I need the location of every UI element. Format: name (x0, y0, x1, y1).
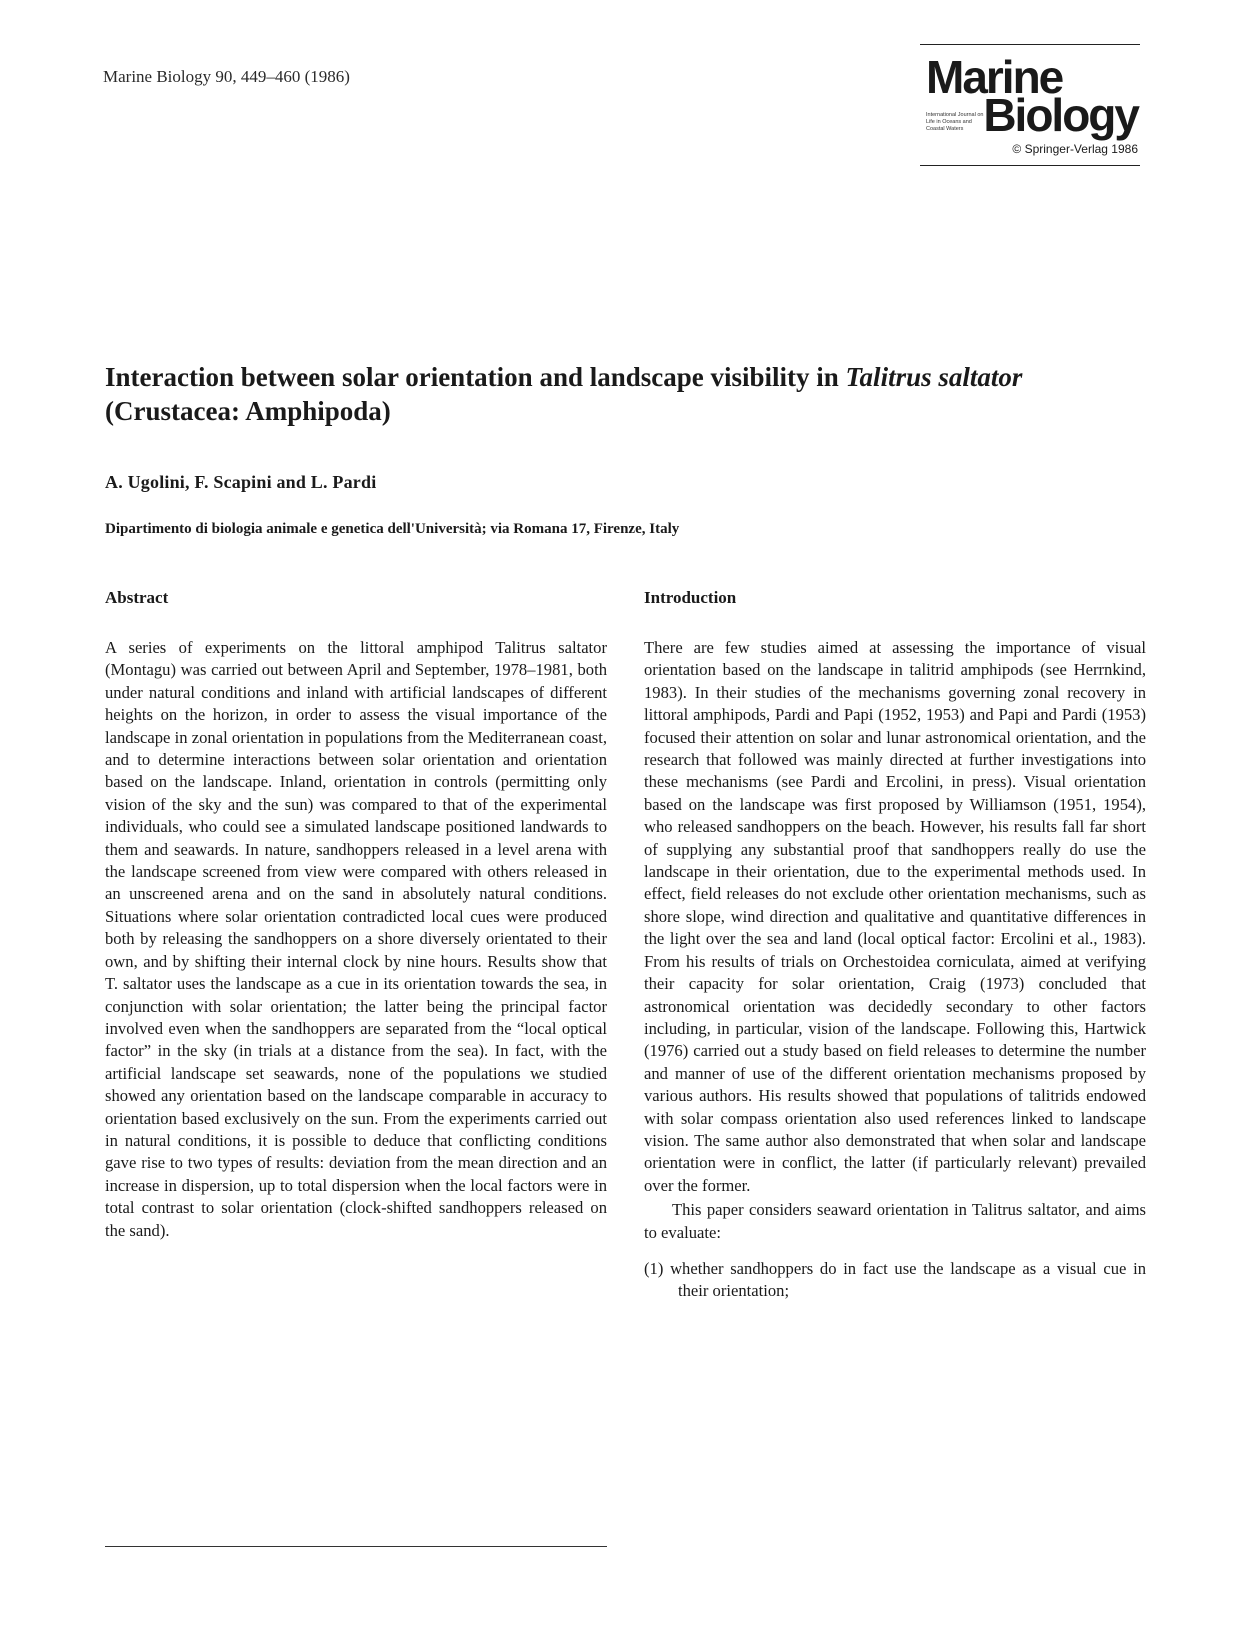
article-authors: A. Ugolini, F. Scapini and L. Pardi (105, 472, 377, 492)
title-suffix: (Crustacea: Amphipoda) (105, 396, 391, 426)
introduction-heading: Introduction (644, 588, 737, 607)
introduction-paragraph-2: This paper considers seaward orientation in Talitrus saltator, and aims to evaluate: (644, 1200, 1146, 1242)
title-species: Talitrus saltator (845, 362, 1023, 392)
introduction-paragraph-1: There are few studies aimed at assessing the importance of visual orientation based on the landscape in talitrid amphipods (see Herrnkind, 1983). In their studies of the mechanisms governing zonal recovery in littoral amphipods, Pardi and Papi (1952, 1953) and Papi and Pardi (1953) focused their attention on solar and lunar astronomical orientation, and the research that followed was mainly directed at further investigations into these mechanisms (see Pardi and Ercolini, in press). Visual orientation based on the landscape was first proposed by Williamson (1951, 1954), who released sandhoppers on the beach. However, his results fall far short of supplying any substantial proof that sandhoppers really do use the landscape in their orientation, due to the experimental methods used. In effect, field releases do not exclude other orientation mechanisms, such as shore slope, wind direction and qualitative and quantitative differences in the light over the sea and land (local optical factor: Ercolini et al., 1983). From his results of trials on Orchestoidea corniculata, aimed at verifying their capacity for solar orientation, Craig (1973) concluded that astronomical orientation was decidedly secondary to other factors including, in particular, vision of the landscape. Following this, Hartwick (1976) carried out a study based on field releases to determine the number and manner of use of the different orientation mechanisms proposed by various authors. His results showed that populations of talitrids endowed with solar compass orientation also used references linked to landscape vision. The same author also demonstrated that when solar and landscape orientation were in conflict, the latter (if particularly relevant) prevailed over the former. (644, 638, 1146, 1195)
logo-copyright: © Springer-Verlag 1986 (1012, 142, 1138, 156)
journal-logo (920, 44, 1140, 174)
logo-word-biology: Biology (983, 89, 1138, 141)
article-affiliation: Dipartimento di biologia animale e genetica dell'Università; via Romana 17, Firenze, Italy (105, 521, 680, 537)
article-title (105, 360, 1145, 428)
logo-word-marine: Marine (926, 51, 1063, 103)
abstract-text: A series of experiments on the littoral amphipod Talitrus saltator (Montagu) was carried out between April and September, 1978–1981, both under natural conditions and inland with artificial landscapes of different heights on the horizon, in order to assess the visual importance of the landscape in zonal orientation in populations from the Mediterranean coast, and to determine interactions between solar orientation and orientation based on the landscape. Inland, orientation in controls (permitting only vision of the sky and the sun) was compared to that of the experimental individuals, who could see a simulated landscape positioned landwards to them and seawards. In nature, sandhoppers released in a level arena with the landscape screened from view were compared with others released in an unscreened arena and on the sand in absolutely natural conditions. Situations where solar orientation contradicted local cues were produced both by releasing the sandhoppers on a shore diversely orientated to their own, and by shifting their internal clock by nine hours. Results show that T. saltator uses the landscape as a cue in its orientation towards the sea, in conjunction with solar orientation; the latter being the principal factor involved even when the sandhoppers are separated from the “local optical factor” in the sky (in trials at a distance from the sea). In fact, with the artificial landscape set seawards, none of the populations we studied showed any orientation based on the landscape comparable in accuracy to orientation based exclusively on the sun. From the experiments carried out in natural conditions, it is possible to deduce that conflicting conditions gave rise to two types of results: deviation from the mean direction and an increase in dispersion, up to total dispersion when the local factors were in total contrast to solar orientation (clock-shifted sandhoppers released on the sand). (105, 638, 607, 1240)
footnote-divider (105, 1546, 607, 1547)
logo-top-rule (920, 44, 1140, 45)
title-prefix: Interaction between solar orientation and landscape visibility in (105, 362, 846, 392)
abstract-heading: Abstract (105, 588, 169, 607)
introduction-column (644, 588, 1146, 1303)
logo-tagline: International Journal on Life in Oceans and Coastal Waters (926, 112, 984, 132)
aims-list-item: (1) whether sandhoppers do in fact use the landscape as a visual cue in their orientation; (644, 1258, 1146, 1301)
journal-citation: Marine Biology 90, 449–460 (1986) (103, 67, 350, 86)
abstract-column (105, 588, 607, 1242)
logo-bottom-rule (920, 165, 1140, 166)
